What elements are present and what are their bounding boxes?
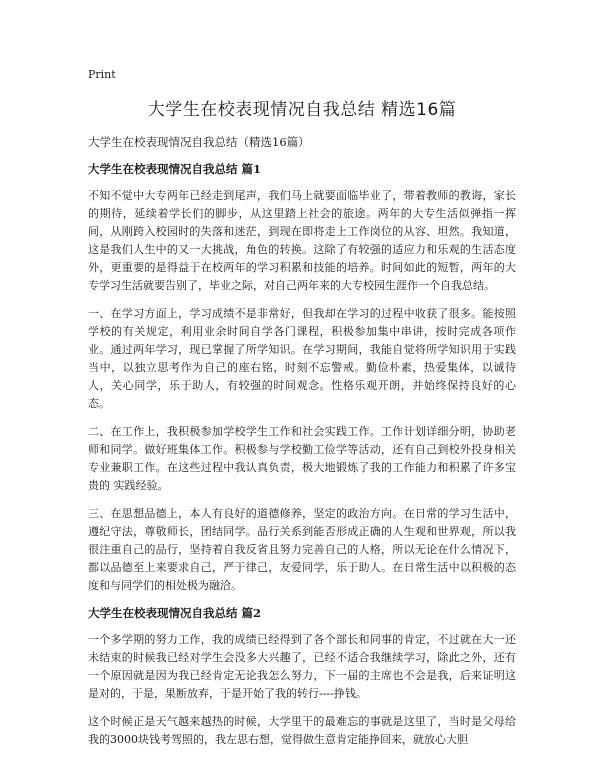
paragraph: 二、在工作上，我积极参加学校学生工作和社会实践工作。工作计划详细分明，协助老师和同学。做好班集体工作。积极参与学校勤工俭学等活动，还有自己到校外投身相关专业兼职工作。在这些过程中我认真负责，极大地锻炼了我的工作能力和积累了许多宝贵的 实践经验。: [88, 425, 516, 492]
section-heading: 大学生在校表现情况自我总结 篇1: [88, 162, 262, 176]
paragraph: 三、在思想品德上，本人有良好的道德修养，坚定的政治方向。在日常的学习生活中，遵纪守法，尊敬师长，团结同学。品行关系到能否形成正确的人生观和世界观，所以我很注重自己的品行，坚持着自我反省且努力完善自己的人格，所以无论在什么情况下，都以品德至上来要求自己，严于律己，友爱同学，乐于助人。在日常生活中以积极的态度和与同学们的相处极为融洽。: [88, 507, 516, 592]
section-heading: 大学生在校表现情况自我总结 篇2: [88, 606, 262, 620]
print-label[interactable]: Print: [88, 68, 116, 81]
document-title: 大学生在校表现情况自我总结 精选16篇: [147, 100, 457, 120]
section-2: [88, 605, 516, 749]
document-subtitle: 大学生在校表现情况自我总结（精选16篇）: [88, 135, 310, 149]
paragraph: 一、在学习方面上，学习成绩不是非常好，但我却在学习的过程中收获了很多。能按照学校的有关规定，利用业余时间自学各门课程，积极参加集中串讲，按时完成各项作业。通过两年学习，现已掌握了所学知识。在学习期间，我能自觉将所学知识用于实践当中，以独立思考作为自己的座右铭，时刻不忘警戒。勤俭朴素，热爱集体，以诚待人，关心同学，乐于助人，有较强的时间观念。性格乐观开朗，并始终保持良好的心态。: [88, 307, 516, 410]
paragraph: 不知不觉中大专两年已经走到尾声，我们马上就要面临毕业了，带着教师的教诲，家长的期待，延续着学长们的脚步，从这里踏上社会的旅途。两年的大专生活似弹指一挥间，从刚跨入校园时的失落和迷茫，到现在即将走上工作岗位的从容、坦然。我知道，这是我们人生中的又一大挑战，角色的转换。这除了有较强的适应力和乐观的生活态度外，更重要的是得益于在校两年的学习积累和技能的培养。时间如此的短暂，两年的大专学习生活就要告别了，毕业之际，对自己两年来的大专校园生涯作一个自我总结。: [88, 189, 516, 292]
document-page: [88, 68, 516, 759]
paragraph: 一个多学期的努力工作，我的成绩已经得到了各个部长和同事的肯定，不过就在大一还未结束的时候我已经对学生会没多大兴趣了，已经不适合我继续学习，除此之外，还有一个原因就是因为我已经肯定无论我怎么努力，下一届的主席也不会是我，后来证明这是对的，于是，果断放弃，于是开始了我的转行----挣钱。: [88, 633, 516, 700]
section-1: [88, 161, 516, 595]
paragraph: 这个时候正是天气越来越热的时候，大学里干的最难忘的事就是这里了，当时是父母给我的3000块钱考驾照的，我左思右想，觉得做生意肯定能挣回来，就放心大胆: [88, 715, 516, 746]
